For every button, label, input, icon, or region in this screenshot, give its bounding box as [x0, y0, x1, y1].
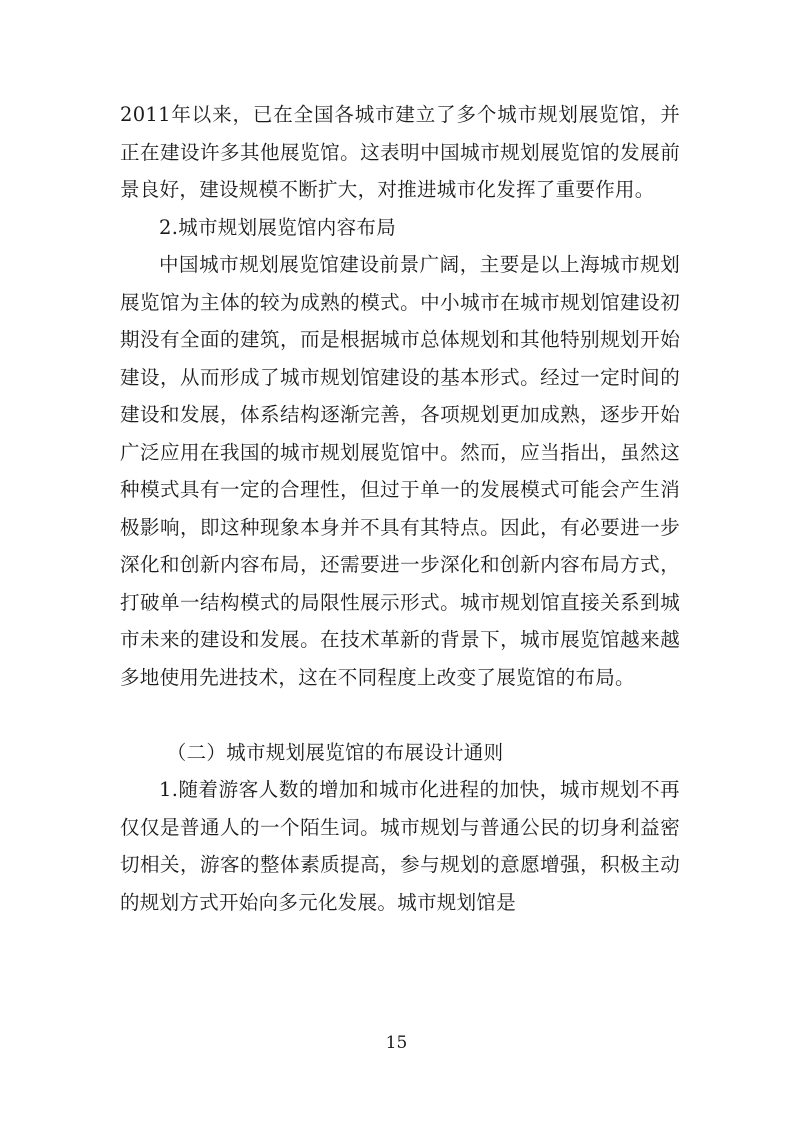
paragraph-design-rules: 1.随着游客人数的增加和城市化进程的加快，城市规划不再仅仅是普通人的一个陌生词。城市规划与普通公民的切身利益密切相关，游客的整体素质提高，参与规划的意愿增强，积极主动的规划方式开始向多元化发展。城市规划馆是: [120, 778, 680, 914]
paragraph-content-layout: 中国城市规划展览馆建设前景广阔，主要是以上海城市规划展览馆为主体的较为成熟的模式。中小城市在城市规划馆建设初期没有全面的建筑，而是根据城市总体规划和其他特别规划开始建设，从而形成了城市规划馆建设的基本形式。经过一定时间的建设和发展，体系结构逐渐完善，各项规划更加成熟，逐步开始广泛应用在我国的城市规划展览馆中。然而，应当指出，虽然这种模式具有一定的合理性，但过于单一的发展模式可能会产生消极影响，即这种现象本身并不具有其特点。因此，有必要进一步深化和创新内容布局，还需要进一步深化和创新内容布局方式，打破单一结构模式的局限性展示形式。城市规划馆直接关系到城市未来的建设和发展。在技术革新的背景下，城市展览馆越来越多地使用先进技术，这在不同程度上改变了展览馆的布局。: [120, 253, 680, 689]
paragraph-intro: 2011年以来，已在全国各城市建立了多个城市规划展览馆，并正在建设许多其他展览馆。这表明中国城市规划展览馆的发展前景良好，建设规模不断扩大，对推进城市化发挥了重要作用。: [120, 103, 680, 201]
page-number: 15: [385, 1033, 408, 1053]
body-text: [120, 96, 680, 921]
subheading-content-layout: 2.城市规划展览馆内容布局: [159, 215, 397, 239]
section-heading-design-rules: （二）城市规划展览馆的布展设计通则: [166, 740, 504, 764]
